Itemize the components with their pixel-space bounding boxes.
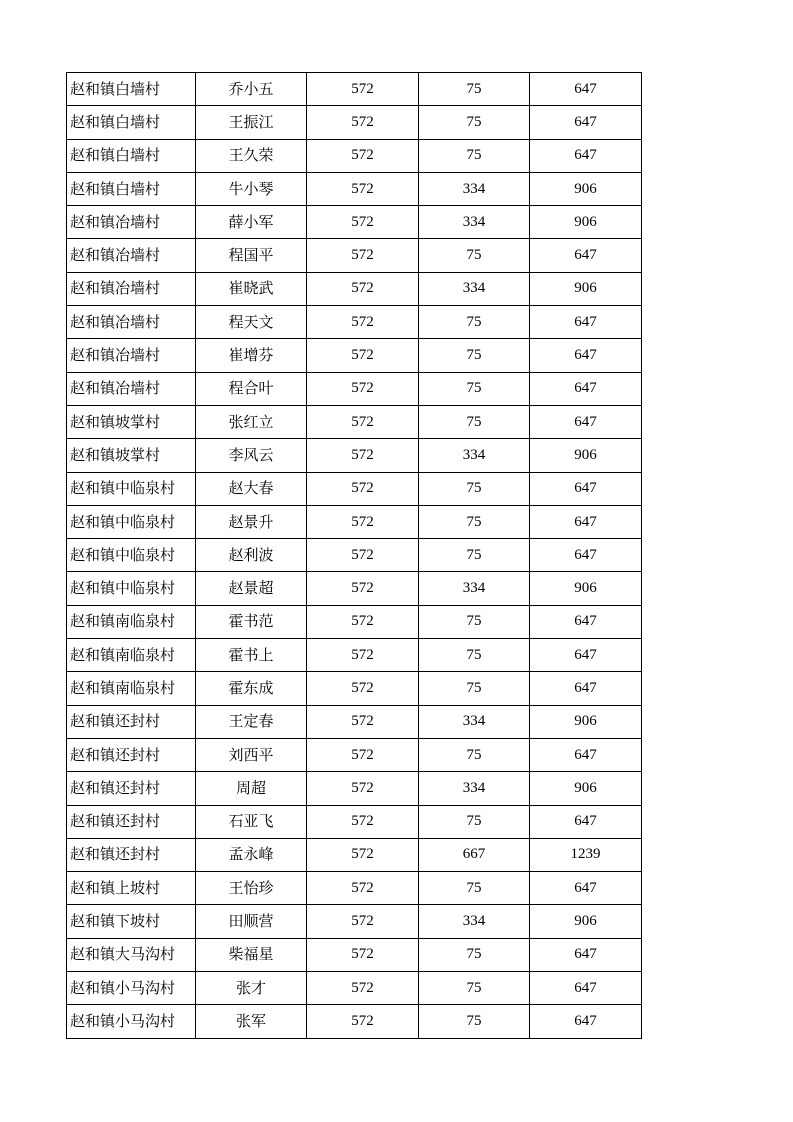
village-cell: 赵和镇还封村 — [67, 772, 196, 805]
name-cell: 霍书范 — [196, 605, 307, 638]
table-row — [67, 605, 642, 638]
table-row — [67, 639, 642, 672]
table-row — [67, 938, 642, 971]
amount-a-cell: 572 — [307, 572, 419, 605]
amount-a-cell: 572 — [307, 838, 419, 871]
total-cell: 647 — [530, 972, 642, 1005]
amount-b-cell: 75 — [419, 505, 530, 538]
name-cell: 王久荣 — [196, 139, 307, 172]
amount-a-cell: 572 — [307, 139, 419, 172]
total-cell: 647 — [530, 472, 642, 505]
table-row — [67, 139, 642, 172]
amount-b-cell: 75 — [419, 106, 530, 139]
total-cell: 906 — [530, 172, 642, 205]
table-row — [67, 306, 642, 339]
amount-a-cell: 572 — [307, 239, 419, 272]
name-cell: 赵利波 — [196, 539, 307, 572]
table-row — [67, 539, 642, 572]
amount-a-cell: 572 — [307, 605, 419, 638]
table-row — [67, 372, 642, 405]
name-cell: 王定春 — [196, 705, 307, 738]
table-row — [67, 472, 642, 505]
total-cell: 1239 — [530, 838, 642, 871]
amount-a-cell: 572 — [307, 672, 419, 705]
table-row — [67, 905, 642, 938]
total-cell: 647 — [530, 672, 642, 705]
village-cell: 赵和镇冶墙村 — [67, 339, 196, 372]
name-cell: 霍东成 — [196, 672, 307, 705]
total-cell: 647 — [530, 73, 642, 106]
village-cell: 赵和镇坡掌村 — [67, 439, 196, 472]
table-row — [67, 106, 642, 139]
name-cell: 霍书上 — [196, 639, 307, 672]
amount-b-cell: 75 — [419, 539, 530, 572]
table-row — [67, 505, 642, 538]
amount-a-cell: 572 — [307, 272, 419, 305]
amount-b-cell: 334 — [419, 172, 530, 205]
village-cell: 赵和镇中临泉村 — [67, 472, 196, 505]
table-row — [67, 838, 642, 871]
amount-a-cell: 572 — [307, 339, 419, 372]
amount-b-cell: 75 — [419, 1005, 530, 1038]
amount-b-cell: 75 — [419, 239, 530, 272]
total-cell: 647 — [530, 139, 642, 172]
name-cell: 李风云 — [196, 439, 307, 472]
amount-b-cell: 667 — [419, 838, 530, 871]
name-cell: 赵大春 — [196, 472, 307, 505]
village-cell: 赵和镇白墙村 — [67, 106, 196, 139]
name-cell: 赵景升 — [196, 505, 307, 538]
amount-b-cell: 75 — [419, 405, 530, 438]
village-cell: 赵和镇还封村 — [67, 838, 196, 871]
amount-b-cell: 334 — [419, 439, 530, 472]
name-cell: 牛小琴 — [196, 172, 307, 205]
amount-b-cell: 75 — [419, 738, 530, 771]
village-cell: 赵和镇冶墙村 — [67, 206, 196, 239]
village-cell: 赵和镇冶墙村 — [67, 239, 196, 272]
total-cell: 647 — [530, 872, 642, 905]
name-cell: 张红立 — [196, 405, 307, 438]
table-row — [67, 339, 642, 372]
total-cell: 647 — [530, 938, 642, 971]
village-cell: 赵和镇小马沟村 — [67, 972, 196, 1005]
table-row — [67, 805, 642, 838]
table-row — [67, 73, 642, 106]
name-cell: 乔小五 — [196, 73, 307, 106]
table-row — [67, 172, 642, 205]
name-cell: 程天文 — [196, 306, 307, 339]
amount-a-cell: 572 — [307, 1005, 419, 1038]
amount-a-cell: 572 — [307, 805, 419, 838]
total-cell: 647 — [530, 539, 642, 572]
total-cell: 647 — [530, 738, 642, 771]
amount-a-cell: 572 — [307, 772, 419, 805]
amount-b-cell: 75 — [419, 672, 530, 705]
village-cell: 赵和镇中临泉村 — [67, 539, 196, 572]
amount-b-cell: 334 — [419, 705, 530, 738]
amount-a-cell: 572 — [307, 73, 419, 106]
total-cell: 647 — [530, 805, 642, 838]
total-cell: 647 — [530, 1005, 642, 1038]
amount-a-cell: 572 — [307, 738, 419, 771]
amount-b-cell: 75 — [419, 938, 530, 971]
name-cell: 张才 — [196, 972, 307, 1005]
amount-b-cell: 334 — [419, 272, 530, 305]
total-cell: 647 — [530, 405, 642, 438]
amount-b-cell: 75 — [419, 73, 530, 106]
table-row — [67, 206, 642, 239]
table-row — [67, 872, 642, 905]
name-cell: 程合叶 — [196, 372, 307, 405]
total-cell: 647 — [530, 372, 642, 405]
amount-a-cell: 572 — [307, 872, 419, 905]
village-cell: 赵和镇中临泉村 — [67, 572, 196, 605]
amount-a-cell: 572 — [307, 172, 419, 205]
village-cell: 赵和镇白墙村 — [67, 172, 196, 205]
amount-b-cell: 75 — [419, 605, 530, 638]
amount-a-cell: 572 — [307, 206, 419, 239]
table-row — [67, 1005, 642, 1038]
name-cell: 周超 — [196, 772, 307, 805]
table-row — [67, 772, 642, 805]
amount-b-cell: 334 — [419, 905, 530, 938]
amount-a-cell: 572 — [307, 106, 419, 139]
total-cell: 906 — [530, 705, 642, 738]
total-cell: 647 — [530, 605, 642, 638]
village-cell: 赵和镇小马沟村 — [67, 1005, 196, 1038]
amount-a-cell: 572 — [307, 372, 419, 405]
name-cell: 张军 — [196, 1005, 307, 1038]
village-cell: 赵和镇大马沟村 — [67, 938, 196, 971]
amount-b-cell: 75 — [419, 139, 530, 172]
village-cell: 赵和镇还封村 — [67, 705, 196, 738]
amount-a-cell: 572 — [307, 472, 419, 505]
village-cell: 赵和镇冶墙村 — [67, 272, 196, 305]
table-row — [67, 738, 642, 771]
village-cell: 赵和镇白墙村 — [67, 73, 196, 106]
amount-b-cell: 334 — [419, 206, 530, 239]
amount-a-cell: 572 — [307, 972, 419, 1005]
village-cell: 赵和镇中临泉村 — [67, 505, 196, 538]
amount-b-cell: 75 — [419, 472, 530, 505]
name-cell: 孟永峰 — [196, 838, 307, 871]
name-cell: 薛小军 — [196, 206, 307, 239]
name-cell: 柴福星 — [196, 938, 307, 971]
amount-b-cell: 75 — [419, 639, 530, 672]
amount-a-cell: 572 — [307, 539, 419, 572]
name-cell: 刘西平 — [196, 738, 307, 771]
table-row — [67, 672, 642, 705]
village-cell: 赵和镇坡掌村 — [67, 405, 196, 438]
amount-a-cell: 572 — [307, 938, 419, 971]
table-row — [67, 272, 642, 305]
name-cell: 石亚飞 — [196, 805, 307, 838]
total-cell: 647 — [530, 106, 642, 139]
table-row — [67, 239, 642, 272]
name-cell: 程国平 — [196, 239, 307, 272]
total-cell: 906 — [530, 772, 642, 805]
village-cell: 赵和镇南临泉村 — [67, 639, 196, 672]
total-cell: 647 — [530, 339, 642, 372]
total-cell: 647 — [530, 639, 642, 672]
village-cell: 赵和镇冶墙村 — [67, 306, 196, 339]
amount-b-cell: 75 — [419, 805, 530, 838]
total-cell: 647 — [530, 239, 642, 272]
name-cell: 崔晓武 — [196, 272, 307, 305]
village-cell: 赵和镇南临泉村 — [67, 605, 196, 638]
total-cell: 647 — [530, 306, 642, 339]
amount-a-cell: 572 — [307, 306, 419, 339]
amount-b-cell: 75 — [419, 372, 530, 405]
amount-a-cell: 572 — [307, 405, 419, 438]
total-cell: 906 — [530, 206, 642, 239]
table-row — [67, 405, 642, 438]
village-cell: 赵和镇冶墙村 — [67, 372, 196, 405]
village-cell: 赵和镇白墙村 — [67, 139, 196, 172]
amount-a-cell: 572 — [307, 439, 419, 472]
amount-b-cell: 334 — [419, 572, 530, 605]
amount-a-cell: 572 — [307, 639, 419, 672]
amount-b-cell: 75 — [419, 306, 530, 339]
total-cell: 906 — [530, 572, 642, 605]
village-cell: 赵和镇还封村 — [67, 738, 196, 771]
table-row — [67, 572, 642, 605]
table-body — [67, 73, 642, 1039]
village-cell: 赵和镇南临泉村 — [67, 672, 196, 705]
table-row — [67, 705, 642, 738]
total-cell: 906 — [530, 272, 642, 305]
total-cell: 647 — [530, 505, 642, 538]
amount-b-cell: 75 — [419, 339, 530, 372]
amount-a-cell: 572 — [307, 505, 419, 538]
data-table — [66, 72, 642, 1039]
amount-a-cell: 572 — [307, 905, 419, 938]
amount-b-cell: 75 — [419, 872, 530, 905]
village-cell: 赵和镇还封村 — [67, 805, 196, 838]
village-cell: 赵和镇下坡村 — [67, 905, 196, 938]
amount-b-cell: 334 — [419, 772, 530, 805]
table-row — [67, 439, 642, 472]
amount-a-cell: 572 — [307, 705, 419, 738]
total-cell: 906 — [530, 905, 642, 938]
name-cell: 王怡珍 — [196, 872, 307, 905]
name-cell: 崔增芬 — [196, 339, 307, 372]
total-cell: 906 — [530, 439, 642, 472]
name-cell: 赵景超 — [196, 572, 307, 605]
name-cell: 田顺营 — [196, 905, 307, 938]
amount-b-cell: 75 — [419, 972, 530, 1005]
village-cell: 赵和镇上坡村 — [67, 872, 196, 905]
name-cell: 王振江 — [196, 106, 307, 139]
table-row — [67, 972, 642, 1005]
